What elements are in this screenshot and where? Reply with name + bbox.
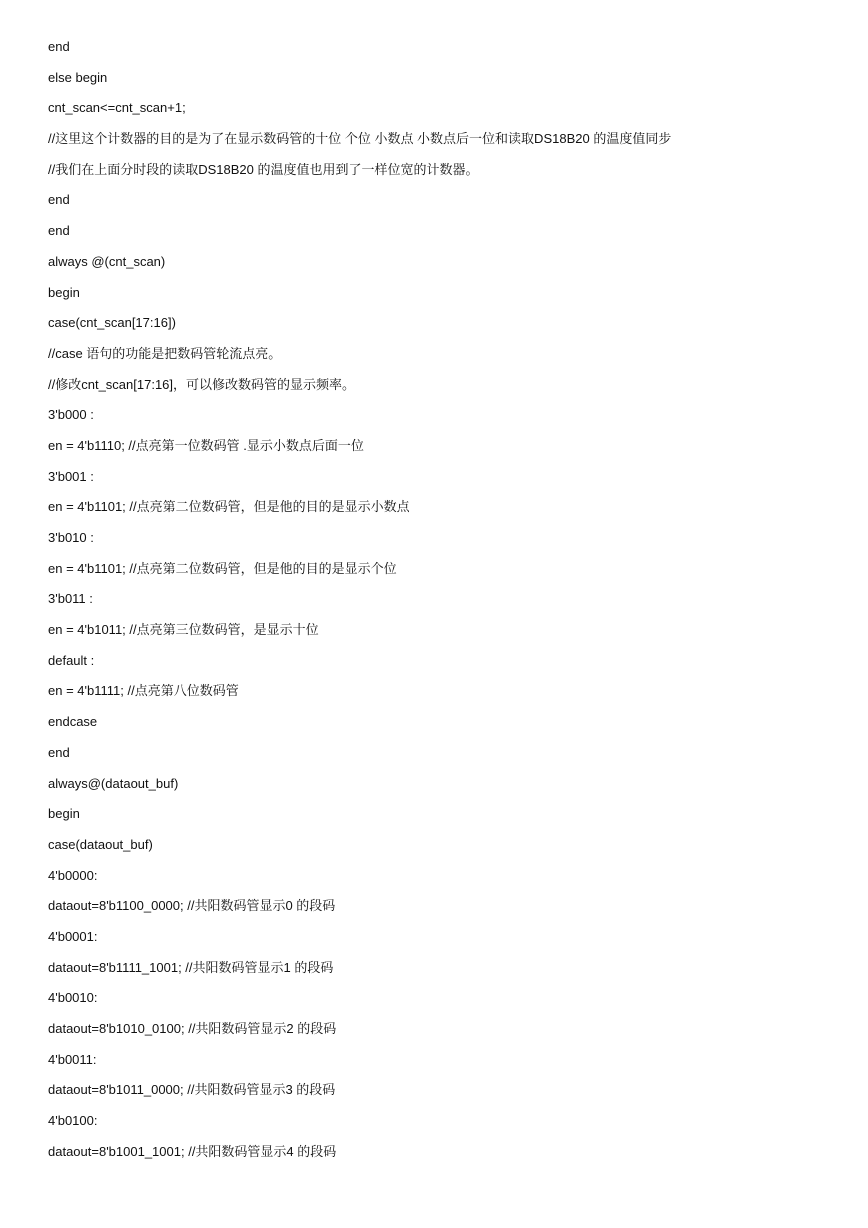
- code-line: 4'b0000:: [48, 867, 98, 883]
- code-line: always@(dataout_buf): [48, 775, 179, 791]
- code-line: dataout=8'b1111_1001; //共阳数码管显示1 的段码: [48, 959, 334, 975]
- code-line: en = 4'b1111; //点亮第八位数码管: [48, 683, 239, 699]
- code-line: en = 4'b1110; //点亮第一位数码管 .显示小数点后面一位: [48, 437, 364, 453]
- comment-line: //这里这个计数器的目的是为了在显示数码管的十位 个位 小数点 小数点后一位和读取DS18B20 的温度值同步: [48, 131, 672, 147]
- code-line: en = 4'b1101; //点亮第二位数码管，但是他的目的是显示小数点: [48, 499, 410, 515]
- code-line: case(cnt_scan[17:16]): [48, 315, 176, 331]
- code-line: 4'b0001:: [48, 928, 98, 944]
- code-line: en = 4'b1101; //点亮第二位数码管，但是他的目的是显示个位: [48, 560, 397, 576]
- code-line: en = 4'b1011; //点亮第三位数码管，是显示十位: [48, 622, 319, 638]
- code-line: always @(cnt_scan): [48, 253, 166, 269]
- code-line: cnt_scan<=cnt_scan+1;: [48, 100, 186, 116]
- code-line: begin: [48, 284, 80, 300]
- code-line: dataout=8'b1001_1001; //共阳数码管显示4 的段码: [48, 1143, 337, 1159]
- code-line: endcase: [48, 714, 98, 730]
- code-line: dataout=8'b1010_0100; //共阳数码管显示2 的段码: [48, 1021, 337, 1036]
- code-line: end: [48, 39, 70, 54]
- code-line: dataout=8'b1100_0000; //共阳数码管显示0 的段码: [48, 898, 336, 914]
- comment-line: //case 语句的功能是把数码管轮流点亮。: [48, 345, 282, 361]
- code-line: default :: [48, 652, 95, 668]
- code-line: 4'b0010:: [48, 990, 98, 1006]
- comment-line: //我们在上面分时段的读取DS18B20 的温度值也用到了一样位宽的计数器。: [48, 161, 479, 177]
- code-line: 3'b001 :: [48, 468, 94, 484]
- code-listing: [48, 37, 848, 1172]
- code-line: dataout=8'b1011_0000; //共阳数码管显示3 的段码: [48, 1082, 336, 1098]
- code-line: 3'b011 :: [48, 591, 93, 607]
- code-line: case(dataout_buf): [48, 836, 153, 852]
- code-line: end: [48, 744, 70, 760]
- code-line: end: [48, 223, 70, 239]
- code-line: else begin: [48, 69, 108, 85]
- code-line: end: [48, 192, 70, 208]
- code-line: 3'b010 :: [48, 530, 94, 545]
- code-line: 4'b0100:: [48, 1113, 98, 1129]
- comment-line: //修改cnt_scan[17:16]，可以修改数码管的显示频率。: [48, 376, 356, 392]
- code-line: 4'b0011:: [48, 1051, 97, 1067]
- code-line: 3'b000 :: [48, 407, 94, 423]
- code-line: begin: [48, 806, 80, 822]
